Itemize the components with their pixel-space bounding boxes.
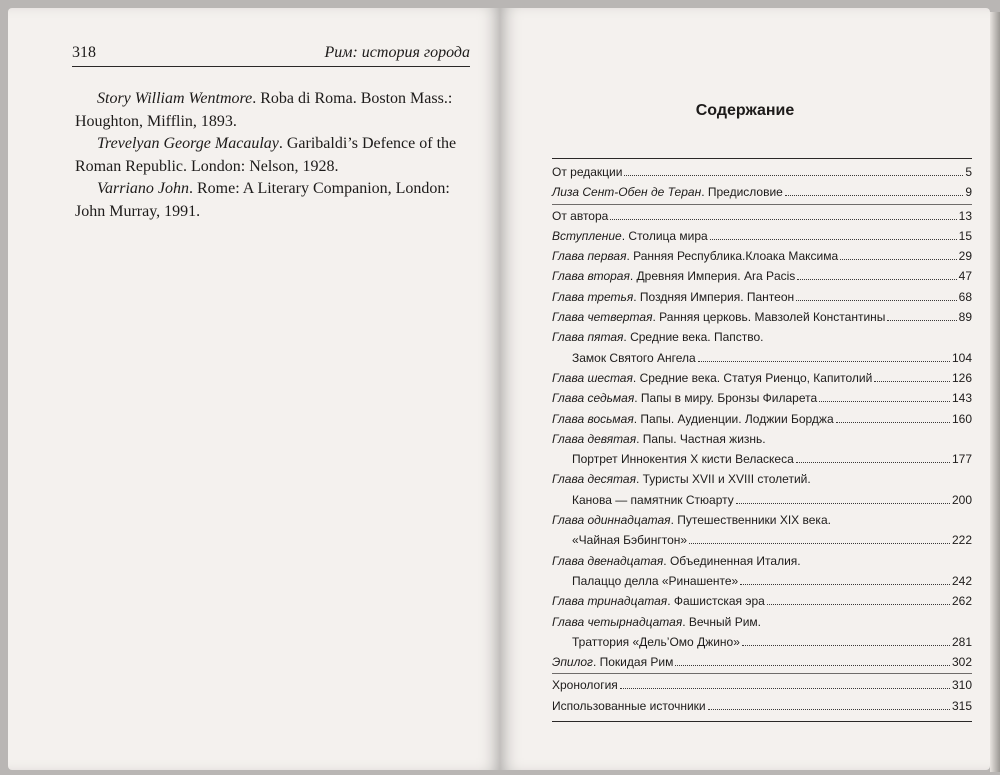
- dot-leader: [785, 191, 963, 196]
- toc-entry-label: Глава восьмая: [552, 411, 634, 426]
- toc-entry: [552, 696, 972, 716]
- bibliography-author: Varriano John: [97, 180, 189, 197]
- toc-entry: [552, 449, 972, 469]
- toc-entry: [552, 409, 972, 429]
- toc-page-number: 13: [958, 208, 972, 223]
- bibliography-text: . Rome: A Literary Companion, London: John Murray, 1991.: [75, 180, 450, 220]
- toc-entry-title: [572, 348, 696, 368]
- toc-entry-title: [552, 652, 673, 672]
- toc-entry: [552, 612, 972, 632]
- toc-entry-title: [552, 513, 831, 527]
- toc-entry-text: . Папы. Аудиенции. Лоджии Борджа: [633, 411, 834, 426]
- dot-leader: [736, 499, 950, 504]
- toc-page-number: 29: [958, 249, 972, 264]
- dot-leader: [742, 641, 950, 646]
- toc-entry-label: Глава седьмая: [552, 391, 635, 406]
- toc-entry-label: Глава шестая: [552, 370, 633, 385]
- dot-leader: [675, 661, 950, 666]
- dot-leader: [767, 600, 950, 605]
- toc-entry: [552, 652, 972, 672]
- dot-leader: [874, 377, 950, 382]
- toc-entry-text: . Покидая Рим: [592, 655, 674, 670]
- toc-entry: [552, 675, 972, 695]
- toc-page-number: 315: [951, 698, 972, 713]
- toc-entry-label: Глава одиннадцатая: [552, 513, 671, 528]
- dot-leader: [708, 705, 950, 710]
- toc-entry-title: [552, 368, 872, 388]
- dot-leader: [698, 357, 950, 362]
- bibliography-author: Story William Wentmore: [97, 90, 253, 107]
- toc-entry-text: От автора: [552, 208, 609, 223]
- toc-page-number: 143: [951, 391, 972, 406]
- page-edges: [990, 12, 1000, 772]
- toc-entry-text: . Объединенная Италия.: [663, 553, 801, 568]
- toc-page-number: 281: [951, 634, 972, 649]
- toc-entry: [552, 469, 972, 489]
- toc-entry: [552, 510, 972, 530]
- toc-entry-text: . Поздняя Империя. Пантеон: [633, 289, 795, 304]
- toc-entry-title: [552, 307, 885, 327]
- toc-entry: [552, 632, 972, 652]
- toc-entry-title: [552, 226, 708, 246]
- toc-entry-text: . Ранняя Республика.Клоака Максима: [626, 249, 839, 264]
- toc-entry-title: [572, 571, 738, 591]
- toc-entry: [552, 429, 972, 449]
- dot-leader: [710, 235, 957, 240]
- toc-entry: [552, 246, 972, 266]
- toc-entry-title: [572, 530, 687, 550]
- bibliography-entry: [75, 178, 469, 223]
- dot-leader: [620, 684, 950, 689]
- toc-entry-title: [552, 266, 795, 286]
- table-of-contents: [552, 158, 972, 722]
- dot-leader: [610, 215, 956, 220]
- toc-page-number: 262: [951, 594, 972, 609]
- toc-entry-label: Глава пятая: [552, 330, 624, 345]
- toc-page-number: 47: [958, 269, 972, 284]
- bibliography-entry: [75, 133, 469, 178]
- toc-entry-label: Вступление: [552, 228, 622, 243]
- dot-leader: [797, 275, 956, 280]
- toc-entry-title: [552, 554, 801, 568]
- toc-entry: [552, 388, 972, 408]
- toc-entry-text: . Фашистская эра: [667, 594, 765, 609]
- toc-entry-text: Канова — памятник Стюарту: [572, 492, 734, 507]
- toc-entry-label: Эпилог: [552, 655, 593, 670]
- toc-entry-text: От редакции: [552, 165, 623, 179]
- dot-leader: [819, 397, 950, 402]
- toc-page-number: 5: [965, 165, 972, 179]
- running-head: [72, 44, 470, 67]
- toc-entry-title: [572, 632, 740, 652]
- toc-entry-text: Хронология: [552, 678, 618, 693]
- toc-entry: [552, 206, 972, 226]
- toc-entry-label: Глава первая: [552, 249, 627, 264]
- toc-page-number: 242: [951, 573, 972, 588]
- toc-entry-text: . Древняя Империя. Ara Pacis: [629, 269, 796, 284]
- page-number: 318: [72, 44, 96, 61]
- toc-section: [552, 161, 972, 204]
- toc-page-number: 104: [951, 350, 972, 365]
- dot-leader: [624, 171, 963, 176]
- toc-entry: [552, 490, 972, 510]
- toc-entry-title: [552, 287, 794, 307]
- toc-page-number: 310: [951, 678, 972, 693]
- toc-entry: [552, 530, 972, 550]
- dot-leader: [689, 539, 950, 544]
- toc-entry-title: [572, 490, 734, 510]
- toc-entry-text: «Чайная Бэбингтон»: [572, 533, 688, 548]
- toc-page-number: 9: [965, 185, 972, 200]
- dot-leader: [836, 418, 950, 423]
- toc-page-number: 160: [951, 411, 972, 426]
- toc-entry: [552, 591, 972, 611]
- toc-entry-text: . Туристы XVII и XVIII столетий.: [635, 472, 811, 487]
- bibliography-author: Trevelyan George Macaulay: [97, 135, 279, 152]
- toc-entry-title: [552, 591, 765, 611]
- toc-entry-text: Палаццо делла «Ринашенте»: [572, 573, 739, 588]
- bibliography-text: . Garibaldi’s Defence of the Roman Republic. London: Nelson, 1928.: [75, 135, 457, 175]
- toc-section: [552, 204, 972, 674]
- toc-entry-text: . Папы. Частная жизнь.: [636, 431, 766, 446]
- toc-section: [552, 673, 972, 717]
- toc-entry-title: [552, 615, 761, 629]
- toc-entry-label: Глава третья: [552, 289, 634, 304]
- dot-leader: [796, 296, 957, 301]
- toc-page-number: 89: [958, 310, 972, 325]
- toc-entry-title: [552, 330, 764, 344]
- toc-entry: [552, 182, 972, 202]
- toc-entry-text: . Столица мира: [621, 228, 708, 243]
- toc-page-number: 126: [951, 370, 972, 385]
- bibliography-list: [75, 88, 469, 223]
- toc-entry-label: Глава четвертая: [552, 310, 653, 325]
- bibliography-text: . Roba di Roma. Boston Mass.: Houghton, Mifflin, 1893.: [75, 90, 453, 130]
- toc-entry: [552, 551, 972, 571]
- toc-bottom-rule: [552, 721, 972, 722]
- toc-entry-label: Глава десятая: [552, 472, 636, 487]
- toc-entry-text: . Папы в миру. Бронзы Филарета: [634, 391, 818, 406]
- toc-page-number: 177: [951, 452, 972, 467]
- toc-page-number: 200: [951, 492, 972, 507]
- toc-entry-text: Замок Святого Ангела: [572, 350, 696, 365]
- toc-entry-title: [572, 449, 794, 469]
- toc-entry-text: Траттория «Дель’Омо Джино»: [572, 634, 740, 649]
- toc-entry: [552, 348, 972, 368]
- dot-leader: [740, 580, 950, 585]
- toc-entry-text: . Предисловие: [701, 185, 783, 200]
- toc-page-number: 68: [958, 289, 972, 304]
- toc-entry-title: [552, 206, 608, 226]
- dot-leader: [796, 458, 950, 463]
- toc-entry-title: [552, 696, 706, 716]
- toc-entry-text: . Вечный Рим.: [682, 614, 762, 629]
- toc-entry: [552, 226, 972, 246]
- toc-entry-title: [552, 162, 622, 182]
- toc-entry-label: Глава девятая: [552, 431, 637, 446]
- toc-top-rule: [552, 158, 972, 159]
- toc-entry-label: Глава четырнадцатая: [552, 614, 683, 629]
- toc-entry-title: [552, 409, 834, 429]
- toc-entry-title: [552, 388, 817, 408]
- toc-entry-title: [552, 432, 766, 446]
- toc-entry: [552, 266, 972, 286]
- dot-leader: [887, 316, 956, 321]
- toc-entry-title: [552, 246, 838, 266]
- toc-page-number: 302: [951, 655, 972, 670]
- toc-entry-text: Использованные источники: [552, 698, 706, 713]
- toc-page-number: 222: [951, 533, 972, 548]
- toc-entry: [552, 368, 972, 388]
- toc-entry-text: . Средние века. Статуя Риенцо, Капитолий: [632, 370, 873, 385]
- dot-leader: [840, 255, 956, 260]
- toc-entry-title: [552, 182, 783, 202]
- toc-entry-title: [552, 472, 811, 486]
- bibliography-entry: [75, 88, 469, 133]
- toc-page-number: 15: [958, 228, 972, 243]
- toc-entry: [552, 307, 972, 327]
- toc-entry: [552, 162, 972, 182]
- toc-entry: [552, 571, 972, 591]
- toc-entry-label: Глава двенадцатая: [552, 553, 664, 568]
- toc-entry: [552, 327, 972, 347]
- toc-entry: [552, 287, 972, 307]
- toc-entry-label: Глава тринадцатая: [552, 594, 668, 609]
- toc-entry-label: Лиза Сент-Обен де Теран: [552, 185, 702, 200]
- toc-entry-label: Глава вторая: [552, 269, 630, 284]
- toc-entry-text: . Ранняя церковь. Мавзолей Константины: [652, 310, 886, 325]
- toc-title: Содержание: [695, 102, 795, 119]
- toc-entry-text: . Путешественники XIX века.: [670, 513, 831, 528]
- toc-entry-title: [552, 675, 618, 695]
- toc-entry-text: . Средние века. Папство.: [623, 330, 764, 345]
- toc-entry-text: Портрет Иннокентия X кисти Веласкеса: [572, 452, 794, 467]
- running-title: Рим: история города: [324, 44, 470, 61]
